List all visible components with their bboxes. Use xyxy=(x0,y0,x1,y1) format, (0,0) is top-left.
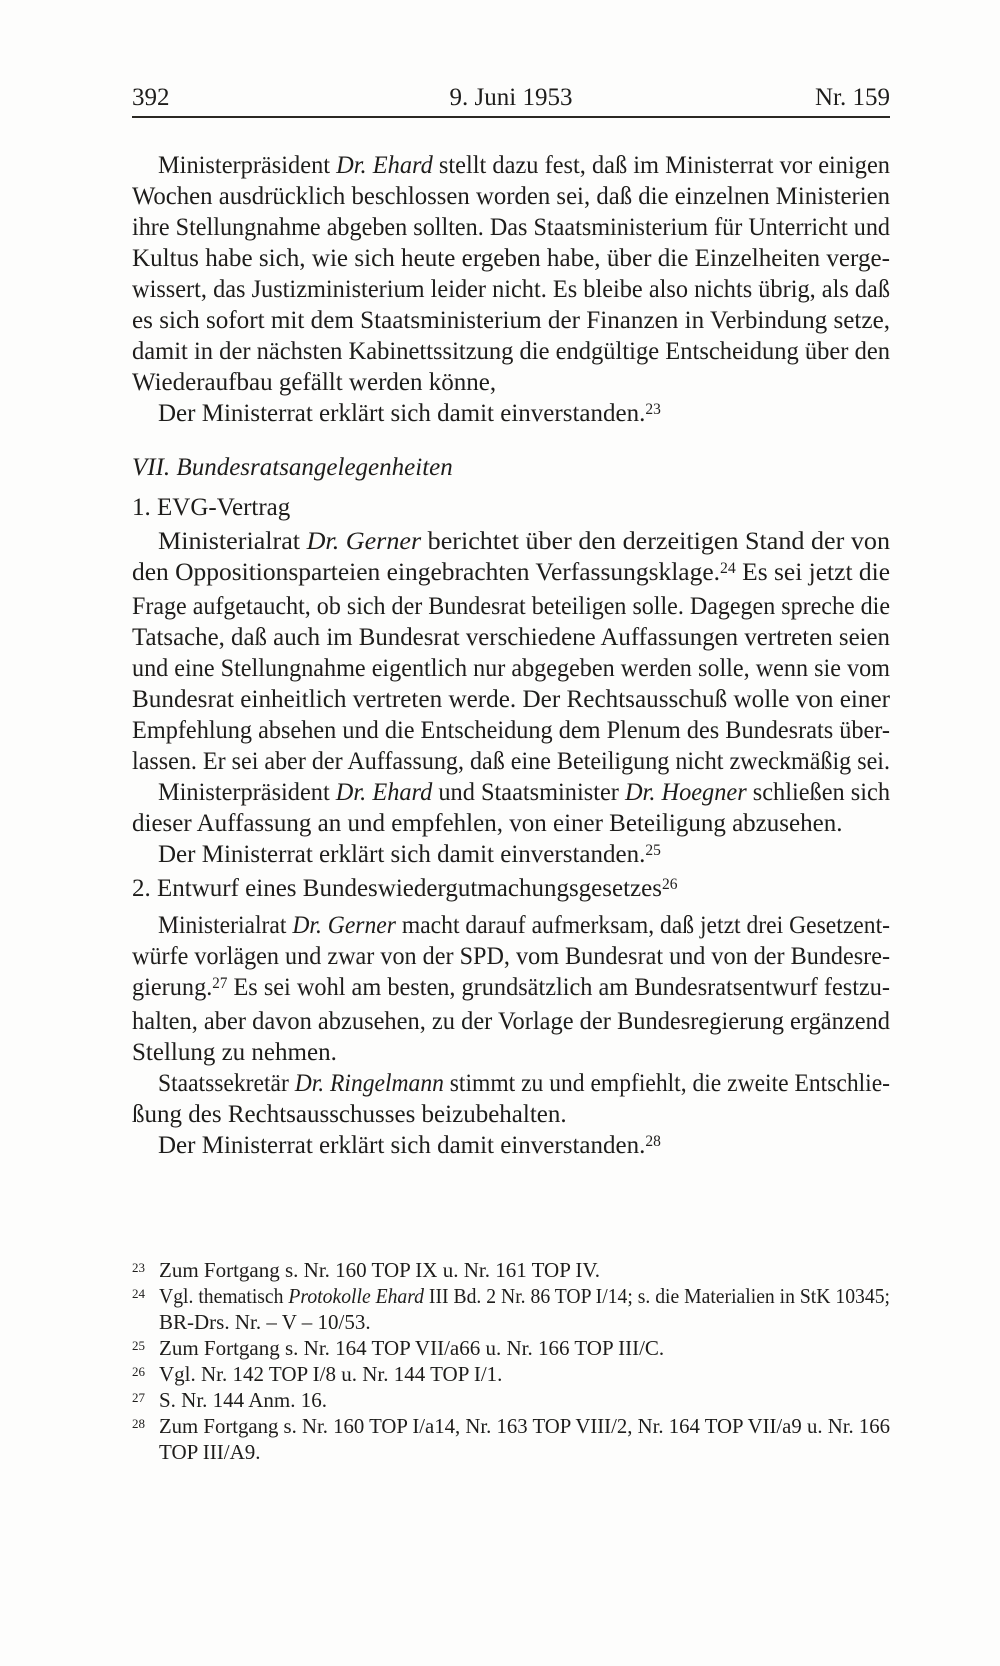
text-line xyxy=(132,746,890,777)
line-content xyxy=(159,1335,664,1361)
footnote-text xyxy=(159,1413,890,1465)
text-run: Kultus habe sich, wie sich heute ergeben habe, über die Einzelheiten verge- xyxy=(132,245,890,272)
text-run: Es sei jetzt die xyxy=(735,559,890,586)
text-run: den Oppositionsparteien eingebrachten Verfassungsklage. xyxy=(132,559,721,586)
person-name-italic: Dr. Ehard xyxy=(335,779,433,806)
person-name-italic: Protokolle Ehard xyxy=(288,1284,425,1308)
paragraph xyxy=(132,526,890,777)
text-run: Tatsache, daß auch im Bundesrat verschiedene Auffassungen vertreten seien xyxy=(132,624,890,651)
text-line xyxy=(132,972,890,1006)
numbered-item xyxy=(132,873,890,907)
footnotes-section xyxy=(132,1257,890,1465)
text-run: ßung des Rechtsausschusses beizubehalten. xyxy=(132,1101,567,1128)
text-line xyxy=(132,1037,890,1068)
footnote-text xyxy=(159,1335,890,1361)
line-content xyxy=(159,1309,371,1335)
footnote-ref: 24 xyxy=(720,559,736,577)
line-content xyxy=(132,653,890,684)
line-content xyxy=(132,873,677,907)
header-rule xyxy=(132,116,890,118)
text-run: Bundesrat einheitlich vertreten werde. Der Rechtsausschuß wolle von einer xyxy=(132,686,890,713)
text-run: 2. Entwurf eines Bundeswiedergutmachungsgesetzes xyxy=(132,875,662,902)
text-run: Zum Fortgang s. Nr. 160 TOP IX u. Nr. 161 TOP IV. xyxy=(159,1258,601,1282)
paragraph xyxy=(132,1130,890,1164)
text-line xyxy=(132,305,890,336)
footnote-text xyxy=(159,1361,890,1387)
text-run: gierung. xyxy=(132,974,213,1001)
text-line xyxy=(132,591,890,622)
text-run: Empfehlung absehen und die Entscheidung dem Plenum des Bundesrats über- xyxy=(132,717,890,744)
line-content xyxy=(132,1006,890,1037)
text-run: Der Ministerrat erklärt sich damit einverstanden. xyxy=(158,400,646,427)
text-line xyxy=(132,653,890,684)
text-run: BR-Drs. Nr. – V – 10/53. xyxy=(159,1310,371,1334)
text-line xyxy=(159,1361,890,1387)
line-content xyxy=(132,557,890,591)
text-run: und Staatsminister xyxy=(432,779,625,806)
person-name-italic: Dr. Hoegner xyxy=(624,779,747,806)
text-line xyxy=(132,1068,890,1099)
text-run: Vgl. thematisch xyxy=(159,1284,289,1308)
text-line xyxy=(132,808,890,839)
text-run: Der Ministerrat erklärt sich damit einverstanden. xyxy=(158,1132,646,1159)
line-content xyxy=(158,777,890,808)
text-line xyxy=(132,873,890,907)
line-content xyxy=(132,746,890,777)
text-run: stellt dazu fest, daß im Ministerrat vor einigen xyxy=(432,152,890,179)
line-content xyxy=(132,367,496,398)
line-content xyxy=(132,492,290,523)
numbered-item xyxy=(132,492,890,523)
line-content xyxy=(159,1413,890,1439)
line-content xyxy=(132,274,890,305)
text-line xyxy=(159,1413,890,1439)
line-content xyxy=(132,452,453,483)
line-content xyxy=(132,212,890,243)
text-line xyxy=(132,715,890,746)
page-header xyxy=(132,84,890,114)
line-content xyxy=(158,910,890,941)
text-line xyxy=(132,274,890,305)
person-name-italic: Dr. Gerner xyxy=(292,912,396,939)
text-run: TOP III/A9. xyxy=(159,1440,261,1464)
text-run: 1. EVG-Vertrag xyxy=(132,494,291,521)
document-number: Nr. 159 xyxy=(815,84,890,111)
text-line xyxy=(132,557,890,591)
footnote-number: 28 xyxy=(132,1416,145,1431)
text-run: Der Ministerrat erklärt sich damit einverstanden. xyxy=(158,841,646,868)
text-run: Ministerialrat xyxy=(158,528,307,555)
footnote xyxy=(132,1283,890,1335)
person-name-italic: VII. Bundesratsangelegenheiten xyxy=(132,454,453,481)
footnote-ref: 27 xyxy=(212,974,228,992)
paragraph xyxy=(132,150,890,398)
line-content xyxy=(132,684,890,715)
footnote-text xyxy=(159,1283,890,1335)
text-run: III Bd. 2 Nr. 86 TOP I/14; s. die Materialien in StK 10345; xyxy=(424,1284,890,1308)
line-content xyxy=(158,150,890,181)
text-line xyxy=(159,1257,890,1283)
line-content xyxy=(158,398,661,432)
text-line xyxy=(132,212,890,243)
footnote xyxy=(132,1257,890,1283)
paragraph xyxy=(132,839,890,873)
text-line xyxy=(132,181,890,212)
text-line xyxy=(132,1006,890,1037)
text-run: Ministerpräsident xyxy=(158,152,337,179)
text-line xyxy=(132,526,890,557)
line-content xyxy=(132,1099,567,1130)
text-run: würfe vorlägen und zwar von der SPD, vom Bundesrat und von der Bundesre- xyxy=(132,943,890,970)
footnote-number: 24 xyxy=(132,1286,145,1301)
line-content xyxy=(132,622,890,653)
text-run: schließen sich xyxy=(746,779,890,806)
text-line xyxy=(132,367,890,398)
line-content xyxy=(132,181,890,212)
section-heading xyxy=(132,452,890,483)
text-run: macht darauf aufmerksam, daß jetzt drei Gesetzent- xyxy=(395,912,890,939)
text-run: S. Nr. 144 Anm. 16. xyxy=(159,1388,328,1412)
text-run: berichtet über den derzeitigen Stand der von xyxy=(421,528,890,555)
text-run: Vgl. Nr. 142 TOP I/8 u. Nr. 144 TOP I/1. xyxy=(159,1362,503,1386)
line-content xyxy=(158,1130,661,1164)
line-content xyxy=(158,1068,890,1099)
text-line xyxy=(132,777,890,808)
line-content xyxy=(159,1283,890,1309)
line-content xyxy=(132,715,890,746)
text-run: Wiederaufbau gefällt werden könne, xyxy=(132,369,497,396)
text-run: Staatssekretär xyxy=(158,1070,295,1097)
line-content xyxy=(159,1439,261,1465)
text-line xyxy=(132,684,890,715)
text-line xyxy=(132,1099,890,1130)
text-line xyxy=(132,941,890,972)
line-content xyxy=(159,1387,327,1413)
text-line xyxy=(159,1439,890,1465)
text-run: wissert, das Justizministerium leider nicht. Es bleibe also nichts übrig, als daß xyxy=(132,276,890,303)
paragraph xyxy=(132,777,890,839)
text-run: Wochen ausdrücklich beschlossen worden sei, daß die einzelnen Ministerien xyxy=(132,183,890,210)
line-content xyxy=(132,591,890,622)
person-name-italic: Dr. Ringelmann xyxy=(294,1070,444,1097)
text-run: Ministerialrat xyxy=(158,912,293,939)
text-line xyxy=(132,1130,890,1164)
footnote-ref: 25 xyxy=(645,841,661,859)
line-content xyxy=(158,839,661,873)
text-line xyxy=(132,622,890,653)
text-run: damit in der nächsten Kabinettssitzung die endgültige Entscheidung über den xyxy=(132,338,890,365)
text-run: Es sei wohl am besten, grundsätzlich am Bundesratsentwurf festzu- xyxy=(227,974,891,1001)
text-line xyxy=(132,839,890,873)
line-content xyxy=(132,243,890,274)
text-run: Zum Fortgang s. Nr. 160 TOP I/a14, Nr. 163 TOP VIII/2, Nr. 164 TOP VII/a9 u. Nr. 166 xyxy=(159,1414,890,1438)
footnote xyxy=(132,1361,890,1387)
text-run: ihre Stellungnahme abgeben sollten. Das Staatsministerium für Unterricht und xyxy=(132,214,890,241)
footnote-ref: 23 xyxy=(645,400,661,418)
footnote-number: 25 xyxy=(132,1338,145,1353)
header-date: 9. Juni 1953 xyxy=(449,84,573,111)
footnote xyxy=(132,1413,890,1465)
line-content xyxy=(132,941,890,972)
footnote-text xyxy=(159,1387,890,1413)
paragraph xyxy=(132,1068,890,1130)
footnote-number: 23 xyxy=(132,1260,145,1275)
text-line xyxy=(159,1387,890,1413)
line-content xyxy=(132,808,842,839)
text-run: lassen. Er sei aber der Auffassung, daß eine Beteiligung nicht zweckmäßig sei. xyxy=(132,748,890,775)
text-line xyxy=(132,492,890,523)
line-content xyxy=(159,1257,600,1283)
text-run: Zum Fortgang s. Nr. 164 TOP VII/a66 u. Nr. 166 TOP III/C. xyxy=(159,1336,665,1360)
text-line xyxy=(132,398,890,432)
text-line xyxy=(159,1335,890,1361)
footnote-ref: 26 xyxy=(661,875,678,893)
line-content xyxy=(132,972,890,1006)
text-run: Frage aufgetaucht, ob sich der Bundesrat beteiligen solle. Dagegen spreche die xyxy=(132,593,890,620)
text-run: stimmt zu und empfiehlt, die zweite Entschlie- xyxy=(443,1070,890,1097)
text-line xyxy=(132,150,890,181)
footnote-ref: 28 xyxy=(645,1132,661,1150)
line-content xyxy=(159,1361,502,1387)
text-line xyxy=(132,336,890,367)
footnote xyxy=(132,1335,890,1361)
page-number: 392 xyxy=(132,84,170,111)
text-run: Stellung zu nehmen. xyxy=(132,1039,337,1066)
text-line xyxy=(132,243,890,274)
text-line xyxy=(159,1283,890,1309)
line-content xyxy=(132,305,890,336)
paragraph xyxy=(132,398,890,432)
line-content xyxy=(158,526,890,557)
body-text xyxy=(132,150,890,1164)
text-line xyxy=(132,452,890,483)
footnote-text xyxy=(159,1257,890,1283)
footnote-number: 27 xyxy=(132,1390,145,1405)
line-content xyxy=(132,336,890,367)
text-run: dieser Auffassung an und empfehlen, von einer Beteiligung abzusehen. xyxy=(132,810,843,837)
text-line xyxy=(159,1309,890,1335)
text-run: Ministerpräsident xyxy=(158,779,336,806)
footnote xyxy=(132,1387,890,1413)
text-run: es sich sofort mit dem Staatsministerium der Finanzen in Verbindung setze, xyxy=(132,307,890,334)
person-name-italic: Dr. Ehard xyxy=(336,152,433,179)
person-name-italic: Dr. Gerner xyxy=(306,528,422,555)
paragraph xyxy=(132,910,890,1068)
line-content xyxy=(132,1037,337,1068)
text-run: halten, aber davon abzusehen, zu der Vorlage der Bundesregierung ergänzend xyxy=(132,1008,890,1035)
text-line xyxy=(132,910,890,941)
footnote-number: 26 xyxy=(132,1364,145,1379)
text-run: und eine Stellungnahme eigentlich nur abgegeben werden solle, wenn sie vom xyxy=(132,655,890,682)
